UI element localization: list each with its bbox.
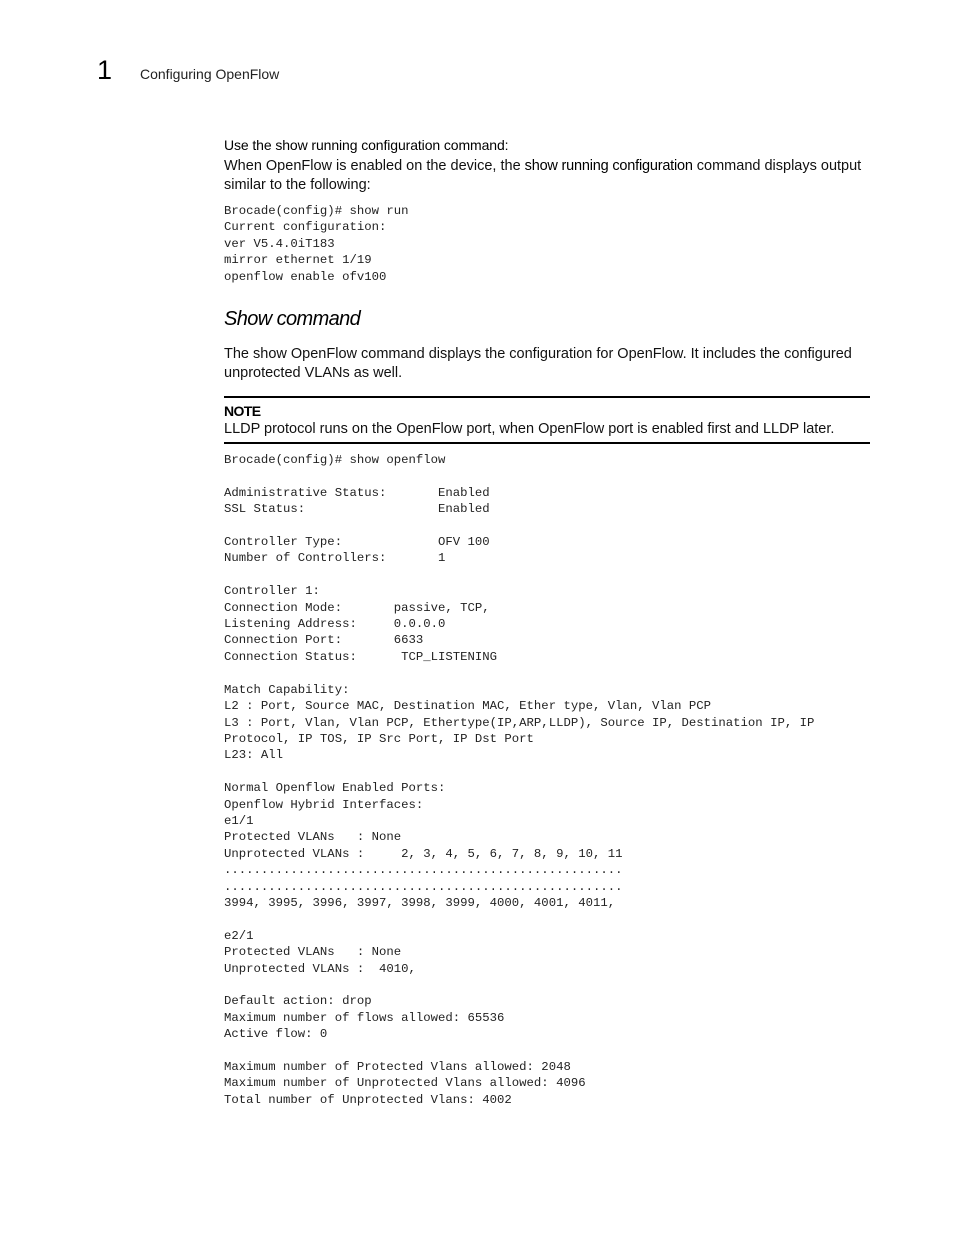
step-paragraph-command: show running configuration: [524, 158, 693, 174]
section-paragraph: The show OpenFlow command displays the configuration for OpenFlow. It includes the configured unprotected VLANs as well.: [224, 346, 852, 381]
code-block-show-openflow: Brocade(config)# show openflow Administrative Status: Enabled SSL Status: Enabled Controller Type: OFV 100 Number of Controllers: 1 Controller 1: Connection Mode: passive, TCP, Listening Address: 0.0.0.0 Connection Port: 6633 Connection Status: TCP_LISTENING Match Capability: L2 : Port, Source MAC, Destination MAC, Ether type, Vlan, Vlan PCP L3 : Port, Vlan, Vlan PCP, Ethertype(IP,ARP,LLDP), Source IP, Destination IP, IP Protocol, IP TOS, IP Src Port, IP Dst Port L23: All Normal Openflow Enabled Ports: Openflow Hybrid Interfaces: e1/1 Protected VLANs : None Unprotected VLANs : 2, 3, 4, 5, 6, 7, 8, 9, 10, 11 ...................................................... ...................................................... 3994, 3995, 3996, 3997, 3998, 3999, 4000, 4001, 4011, e2/1 Protected VLANs : None Unprotected VLANs : 4010, Default action: drop Maximum number of flows allowed: 65536 Active flow: 0 Maximum number of Protected Vlans allowed: 2048 Maximum number of Unprotected Vlans allowed: 4096 Total number of Unprotected Vlans: 4002: [224, 453, 815, 1107]
chapter-title: Configuring OpenFlow: [140, 66, 280, 82]
section-heading: Show command: [224, 308, 361, 330]
note-text: LLDP protocol runs on the OpenFlow port, when OpenFlow port is enabled first and LLDP later.: [224, 421, 835, 437]
step-paragraph-before: When OpenFlow is enabled on the device, the: [224, 158, 525, 174]
note-label: NOTE: [224, 403, 261, 419]
step-paragraph: [224, 157, 870, 195]
step-heading: Use the show running configuration command:: [224, 137, 509, 153]
step-paragraph-after: command displays output similar to the following:: [224, 158, 862, 193]
code-block-show-run: Brocade(config)# show run Current configuration: ver V5.4.0iT183 mirror ethernet 1/19 openflow enable ofv100: [224, 204, 409, 284]
note-box: [224, 396, 870, 444]
chapter-number: 1: [97, 55, 113, 85]
